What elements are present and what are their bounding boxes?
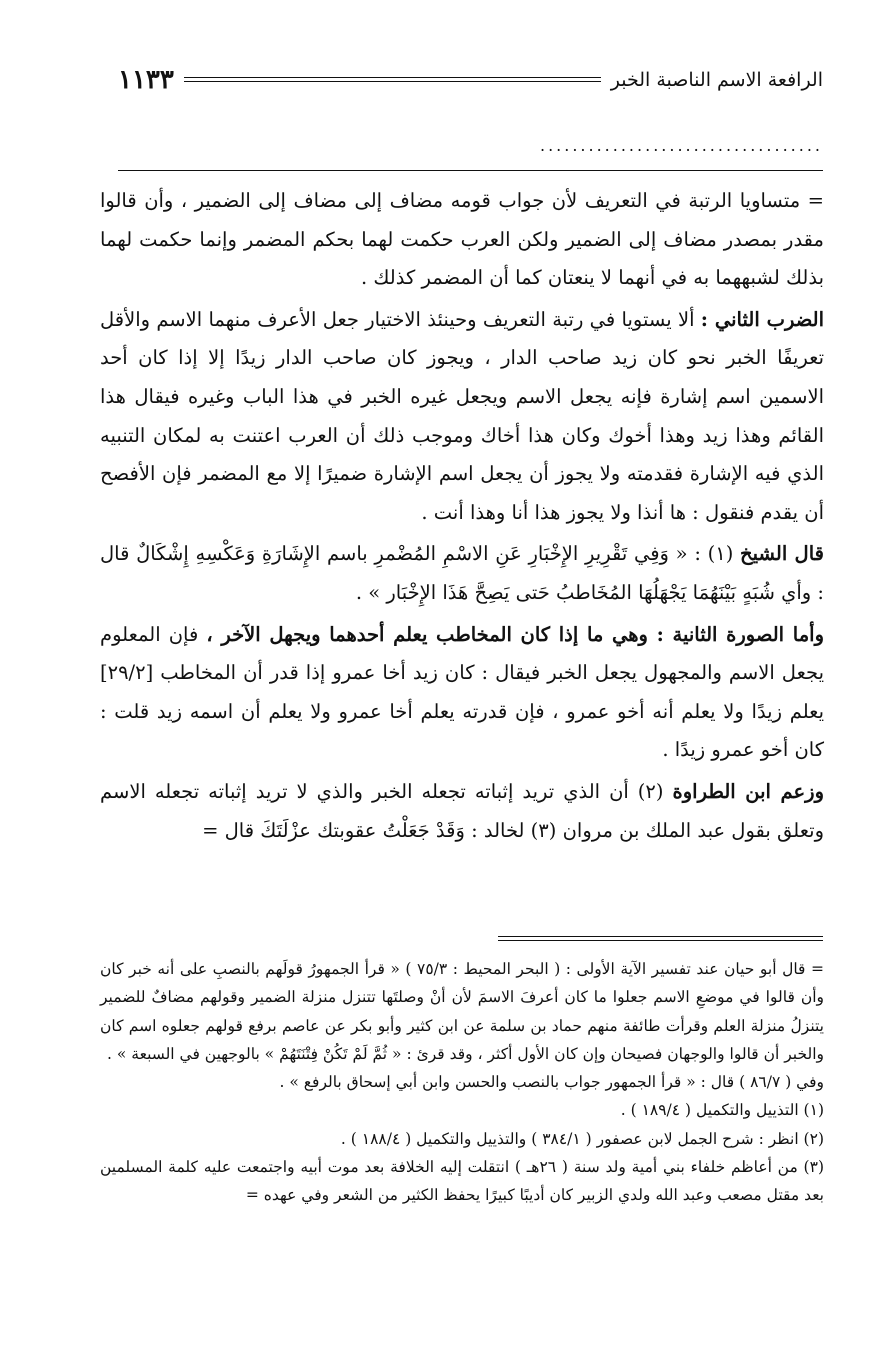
footnote-2: (٢) انظر : شرح الجمل لابن عصفور ( ٣٨٤/١ ) والتذييل والتكميل ( ١٨٨/٤ ) . [340, 1129, 824, 1148]
paragraph-5-lead: وزعم ابن الطراوة [672, 779, 824, 803]
paragraph-3 [100, 535, 824, 612]
dotted-separator: ................................... [539, 136, 823, 155]
paragraph-2-text: ألا يستويا في رتبة التعريف وحينئذ الاختيار جعل الأعرف منهما الاسم والأقل تعريفًا الخبر نحو كان زيد صاحب الدار ، ويجوز كان صاحب الدار زيدًا إلا إذا كان أحد الاسمين اسم إشارة فإنه يجعل الاسم ويجعل غيره الخبر في هذا الباب وغيره فيقال هذا القائم وهذا زيد وهذا أخوك وكان هذا أخاك وموجب ذلك أن العرب اعتنت به لمكان التنبيه الذي فيه الإشارة فقدمته ولا يجوز أن يجعل اسم الإشارة ضميرًا إلا مع المضمر فإن الأفصح أن يقدم فنقول : ها أنذا ولا يجوز هذا أنا وهذا أنت . [100, 307, 824, 524]
page-number: ١١٣٣ [118, 65, 174, 95]
footnote-3: (٣) من أعاظم خلفاء بني أمية ولد سنة ( ٢٦هـ ) انتقلت إليه الخلافة بعد موت أبيه واجتمعت عليه كلمة المسلمين بعد مقتل مصعب وعبد الله ولدي الزبير كان أديبًا كبيرًا يحفظ الكثير من الشعر وفي عهده = [100, 1158, 824, 1205]
header-double-rule [184, 76, 601, 84]
running-title: الرافعة الاسم الناصبة الخبر [610, 69, 823, 91]
paragraph-1-text: = متساويا الرتبة في التعريف لأن جواب قومه مضاف إلى مضاف إلى الضمير ، وأن قالوا مقدر بمصدر مضاف إلى الضمير ولكن العرب حكمت لهما بحكم المضمر وإنما حكمت لهما بذلك لشبههما به في أنهما لا ينعتان كما أن المضمر كذلك . [100, 189, 824, 290]
main-text [100, 182, 824, 850]
paragraph-2-lead: الضرب الثاني : [700, 307, 824, 331]
paragraph-1 [100, 182, 824, 298]
footnote-continued-2: وفي ( ٨٦/٧ ) قال : « قرأ الجمهور جواب بالنصب والحسن وابن أبي إسحاق بالرفع » . [279, 1073, 824, 1092]
paragraph-4-text: فإن المعلوم يجعل الاسم والمجهول يجعل الخبر فيقال : كان زيد أخا عمرو إذا قدر أن المخاطب [٢٩/٢] يعلم زيدًا ولا يعلم أنه أخو عمرو ، فإن قدرته يعلم أخا عمرو ولا يعلم أن اسمه زيد قلت : كان أخو عمرو زيدًا . [100, 622, 824, 762]
paragraph-4-lead: وأما الصورة الثانية : وهي ما إذا كان المخاطب يعلم أحدهما ويجهل الآخر ، [206, 622, 824, 646]
page-header [118, 60, 823, 100]
footnote-1: (١) التذييل والتكميل ( ١٨٩/٤ ) . [620, 1101, 824, 1120]
paragraph-5 [100, 773, 824, 850]
footnote-continued: = قال أبو حيان عند تفسير الآية الأولى : ( البحر المحيط : ٧٥/٣ ) « قرأ الجمهورُ قولَهم بالنصبِ على أنه خبر كان وأن قالوا في موضعِ الاسم جعلوا ما كان أعرفَ الاسمَ لأن أنْ وصلتَها تتنزل منزلة الضمير وقولهم مضافٌ للضمير يتنزلُ منزلة العلم وقرأت طائفة منهم حماد بن سلمة عن ابن كثير وأبو بكر عن عاصم برفع قولهم جعلوه اسم كان والخبر أن قالوا والوجهان فصيحان وإن كان الأول أكثر ، وقد قرئ : « ثُمَّ لَمْ تَكُنْ فِتْنَتَهُمْ » بالوجهين في السبعة » . [100, 960, 824, 1063]
paragraph-4 [100, 616, 824, 770]
text-top-rule [118, 170, 823, 171]
paragraph-5-text: (٢) أن الذي تريد إثباته تجعله الخبر والذي لا تريد إثباته تجعله الاسم وتعلق بقول عبد الملك بن مروان (٣) لخالد : وَقَدْ جَعَلْتُ عقوبتك عزْلَتَكَ قال = [100, 779, 824, 842]
footnote-separator [498, 936, 823, 942]
paragraph-2 [100, 301, 824, 533]
footnotes [100, 955, 824, 1210]
paragraph-3-text: (١) : « وَفِي تَقْرِيرِ الإِخْبَارِ عَنِ الاسْمِ المُضْمرِ باسم الإِشَارَةِ وَعَكْسِهِ إِشْكَالٌ قال : وأي شُبَهٍ بَيْنَهُمَا يَجْهَلُهَا المُخَاطبُ حَتى يَصِحَّ هَذَا الإِخْبَار » . [100, 542, 824, 604]
paragraph-3-lead: قال الشيخ [740, 542, 824, 566]
